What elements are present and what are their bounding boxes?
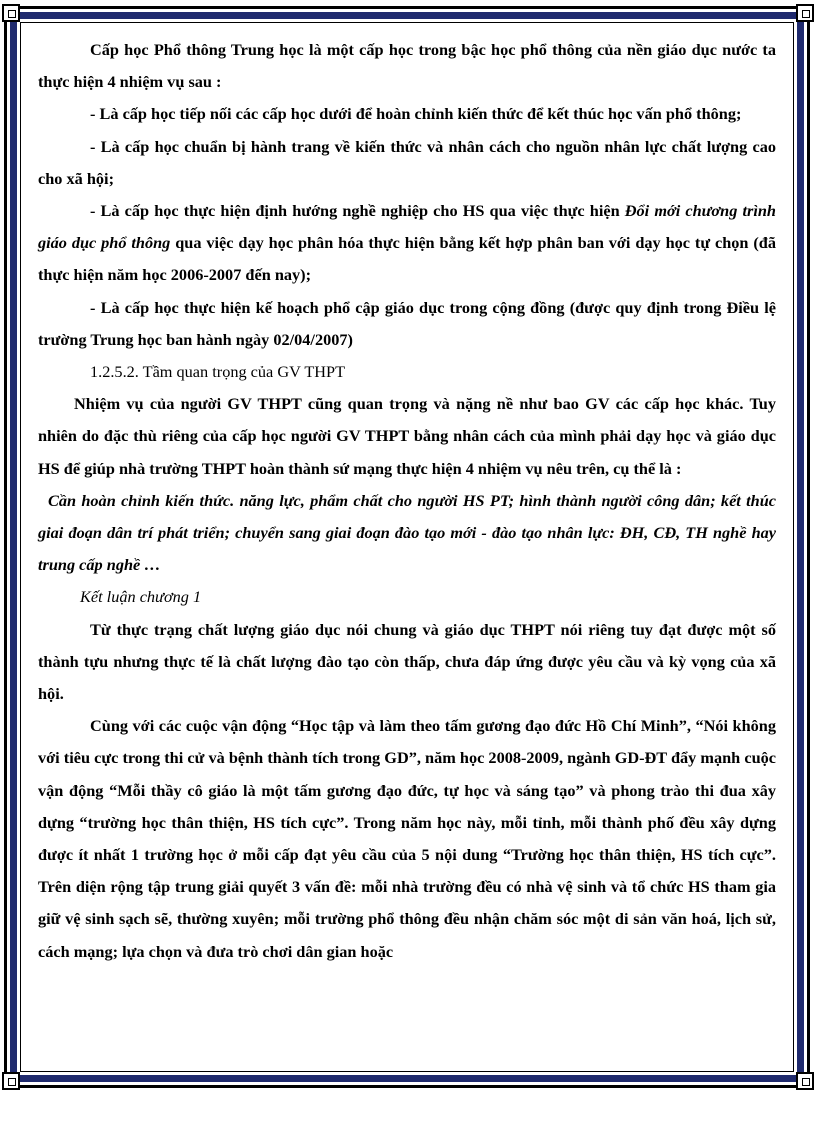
paragraph-conclusion-1: Từ thực trạng chất lượng giáo dục nói chung và giáo dục THPT nói riêng tuy đạt được một số thành tựu nhưng thực tế là chất lượng đào tạo còn thấp, chưa đáp ứng được yêu cầu và kỳ vọng của xã hội. <box>38 619 776 704</box>
task-3-text-a: - Là cấp học thực hiện định hướng nghề nghiệp cho HS qua việc thực hiện <box>90 201 625 221</box>
paragraph-teacher-role: Nhiệm vụ của người GV THPT cũng quan trọng và nặng nề như bao GV các cấp học khác. Tuy nhiên do đặc thù riêng của cấp học người GV THPT bằng nhân cách của mình phải dạy học và giáo dục HS để giúp nhà trường THPT hoàn thành sứ mạng thực hiện 4 nhiệm vụ nêu trên, cụ thể là : <box>38 394 776 478</box>
paragraph-teacher-goals: Cần hoàn chỉnh kiến thức. năng lực, phẩm chất cho người HS PT; hình thành người công dân; kết thúc giai đoạn dân trí phát triển; chuyển sang giai đoạn đào tạo mới - đào tạo nhân lực: ĐH, CĐ, TH nghề hay trung cấp nghề … <box>38 490 776 575</box>
corner-ornament-top-left <box>2 4 20 22</box>
paragraph-task-3 <box>38 195 776 292</box>
conclusion-heading: Kết luận chương 1 <box>80 587 202 607</box>
paragraph-task-1: - Là cấp học tiếp nối các cấp học dưới để hoàn chỉnh kiến thức để kết thúc học vấn phổ thông; <box>90 104 742 124</box>
corner-ornament-top-right <box>796 4 814 22</box>
paragraph-task-4: - Là cấp học thực hiện kế hoạch phổ cập giáo dục trong cộng đồng (được quy định trong Điều lệ trường Trung học ban hành ngày 02/04/2007) <box>38 297 776 349</box>
corner-ornament-bottom-left <box>2 1072 20 1090</box>
task-3-text-b: qua việc dạy học phân hóa thực hiện bằng kết hợp phân ban với dạy học tự chọn (đã thực hiện năm học 2006-2007 đến nay); <box>38 233 776 285</box>
paragraph-conclusion-2: Cùng với các cuộc vận động “Học tập và làm theo tấm gương đạo đức Hồ Chí Minh”, “Nói không với tiêu cực trong thi cử và bệnh thành tích trong GD”, năm học 2008-2009, ngành GD-ĐT đẩy mạnh cuộc vận động “Mỗi thầy cô giáo là một tấm gương đạo đức, tự học và sáng tạo” và phong trào thi đua xây dựng “trường học thân thiện, HS tích cực”. Trong năm học này, mỗi tỉnh, mỗi thành phố đều xây dựng được ít nhất 1 trường học ở mỗi cấp đạt yêu cầu của 5 nội dung “Trường học thân thiện, HS tích cực”. Trên diện rộng tập trung giải quyết 3 vấn đề: mỗi nhà trường đều có nhà vệ sinh và tổ chức HS tham gia giữ vệ sinh sạch sẽ, thường xuyên; mỗi trường phổ thông đều nhận chăm sóc một di sản văn hoá, lịch sử, cách mạng; lựa chọn và đưa trò chơi dân gian hoặc <box>38 716 776 961</box>
section-heading: 1.2.5.2. Tầm quan trọng của GV THPT <box>90 362 346 382</box>
corner-ornament-bottom-right <box>796 1072 814 1090</box>
paragraph-task-2: - Là cấp học chuẩn bị hành trang về kiến thức và nhân cách cho nguồn nhân lực chất lượng cao cho xã hội; <box>38 136 776 188</box>
document-body <box>38 34 776 968</box>
task-3-italic: Đổi mới chương trình giáo dục phổ thông <box>38 201 776 253</box>
paragraph-intro: Cấp học Phổ thông Trung học là một cấp học trong bậc học phổ thông của nền giáo dục nước ta thực hiện 4 nhiệm vụ sau : <box>38 40 776 92</box>
